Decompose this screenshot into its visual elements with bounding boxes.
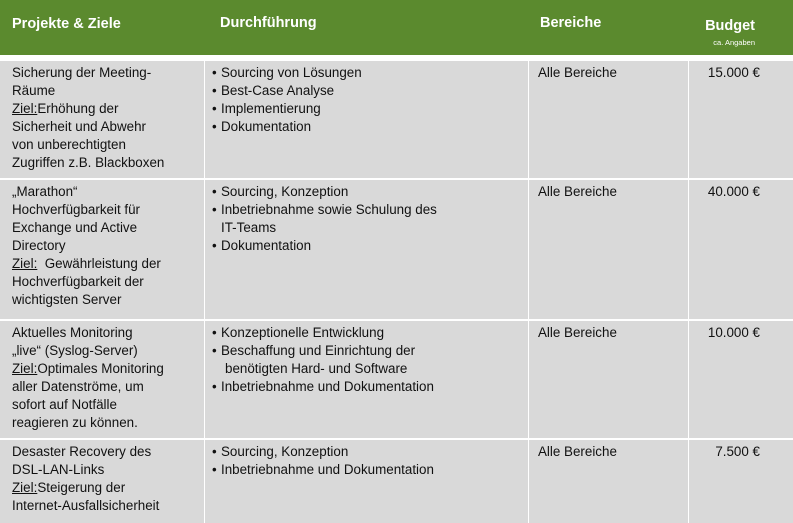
list-item: • Inbetriebnahme sowie Schulung des IT-Teams <box>212 201 528 237</box>
steps-cell <box>212 180 528 319</box>
project-cell: Desaster Recovery des DSL-LAN-Links Ziel:Steigerung der Internet-Ausfallsicherheit <box>12 440 202 523</box>
goal-label: Ziel: <box>12 101 38 116</box>
list-item: • Inbetriebnahme und Dokumentation <box>212 461 528 479</box>
goal-line: Ziel: Gewährleistung der <box>12 256 161 271</box>
table-row <box>0 180 793 319</box>
column-divider <box>688 440 689 523</box>
header-projekte-ziele: Projekte & Ziele <box>12 16 121 32</box>
list-item: • Dokumentation <box>212 118 528 136</box>
column-divider <box>688 321 689 438</box>
bereich-cell: Alle Bereiche <box>538 444 617 459</box>
table-row <box>0 440 793 523</box>
list-item: • Sourcing von Lösungen <box>212 64 528 82</box>
bereich-cell: Alle Bereiche <box>538 65 617 80</box>
column-divider <box>204 61 205 178</box>
column-divider <box>528 61 529 178</box>
column-divider <box>528 440 529 523</box>
list-item: • Dokumentation <box>212 237 528 255</box>
goal-line: Ziel:Steigerung der <box>12 480 126 495</box>
header-budget: Budget ca. Angaben <box>690 0 755 55</box>
list-item: • Sourcing, Konzeption <box>212 183 528 201</box>
project-cell: Aktuelles Monitoring „live“ (Syslog-Server) Ziel:Optimales Monitoring aller Datenströme, um sofort auf Notfälle reagieren zu können. <box>12 321 202 438</box>
bereich-cell: Alle Bereiche <box>538 184 617 199</box>
list-item: • Inbetriebnahme und Dokumentation <box>212 378 528 396</box>
column-divider <box>528 180 529 319</box>
bereich-cell: Alle Bereiche <box>538 325 617 340</box>
column-divider <box>204 440 205 523</box>
table-header <box>0 0 793 55</box>
budget-cell: 15.000 € <box>707 65 760 80</box>
header-durchfuehrung: Durchführung <box>220 15 317 31</box>
list-item: • Implementierung <box>212 100 528 118</box>
list-item: • Sourcing, Konzeption <box>212 443 528 461</box>
column-divider <box>688 180 689 319</box>
column-divider <box>204 180 205 319</box>
table-row <box>0 321 793 438</box>
list-item: • Beschaffung und Einrichtung der benötigten Hard- und Software <box>212 342 528 378</box>
table-row <box>0 61 793 178</box>
column-divider <box>688 61 689 178</box>
column-divider <box>528 321 529 438</box>
budget-cell: 40.000 € <box>707 184 760 199</box>
budget-subtitle: ca. Angaben <box>713 38 755 47</box>
goal-label: Ziel: <box>12 256 38 271</box>
budget-cell: 10.000 € <box>707 325 760 340</box>
budget-cell: 7.500 € <box>715 444 760 459</box>
steps-cell <box>212 321 528 438</box>
project-cell: „Marathon“ Hochverfügbarkeit für Exchange und Active Directory Ziel: Gewährleistung der Hochverfügbarkeit der wichtigsten Server <box>12 180 202 319</box>
list-item: • Best-Case Analyse <box>212 82 528 100</box>
column-divider <box>204 321 205 438</box>
goal-line: Ziel:Erhöhung der <box>12 101 119 116</box>
goal-line: Ziel:Optimales Monitoring <box>12 361 164 376</box>
goal-label: Ziel: <box>12 361 38 376</box>
project-cell: Sicherung der Meeting- Räume Ziel:Erhöhung der Sicherheit und Abwehr von unberechtigten Zugriffen z.B. Blackboxen <box>12 61 202 178</box>
header-bereiche: Bereiche <box>540 15 602 31</box>
steps-cell <box>212 440 528 523</box>
list-item: • Konzeptionelle Entwicklung <box>212 324 528 342</box>
steps-cell <box>212 61 528 178</box>
goal-label: Ziel: <box>12 480 38 495</box>
